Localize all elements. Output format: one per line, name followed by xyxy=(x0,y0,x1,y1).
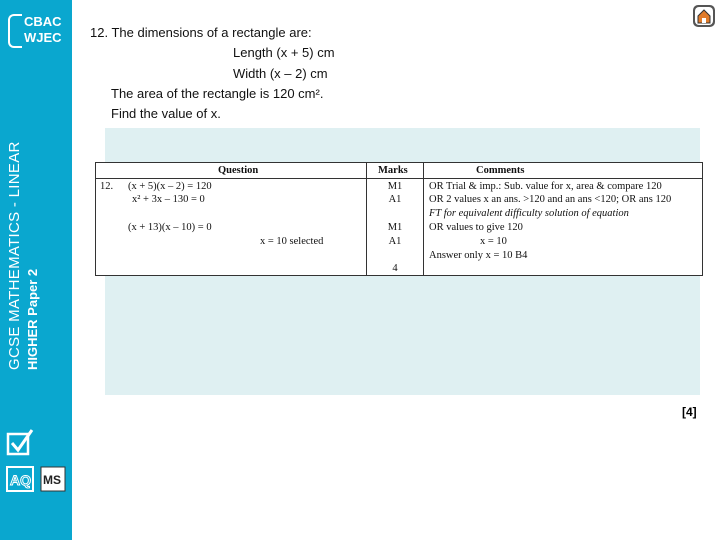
question-heading: 12. The dimensions of a rectangle are: xyxy=(90,25,312,40)
subject-title: GCSE MATHEMATICS - LINEAR xyxy=(6,141,23,370)
logo-line-2: WJEC xyxy=(24,30,62,45)
header-comments: Comments xyxy=(476,165,525,176)
ms-icon[interactable] xyxy=(40,466,66,492)
working-line: (x + 13)(x – 10) = 0 xyxy=(128,222,212,233)
header-marks: Marks xyxy=(378,165,408,176)
mark-value: A1 xyxy=(388,194,402,205)
comment-line: Answer only x = 10 B4 xyxy=(429,250,528,261)
logo-line-1: CBAC xyxy=(24,14,62,29)
width-line: Width (x – 2) cm xyxy=(233,66,328,81)
sidebar xyxy=(0,0,72,540)
comment-line: FT for equivalent difficulty solution of equation xyxy=(429,208,629,219)
instruction-line: Find the value of x. xyxy=(111,106,221,121)
mark-value: M1 xyxy=(387,222,403,233)
comment-line: OR values to give 120 xyxy=(429,222,523,233)
mark-value: M1 xyxy=(387,181,403,192)
paper-title: HIGHER Paper 2 xyxy=(25,268,40,370)
mark-total: 4 xyxy=(392,263,398,274)
working-line: x² + 3x – 130 = 0 xyxy=(132,194,205,205)
svg-text:AQ: AQ xyxy=(10,472,31,488)
area-line: The area of the rectangle is 120 cm². xyxy=(111,86,324,101)
home-icon[interactable] xyxy=(692,4,716,28)
svg-text:MS: MS xyxy=(43,473,61,487)
cbac-wjec-logo xyxy=(8,10,62,52)
total-marks: [4] xyxy=(682,405,697,419)
header-question: Question xyxy=(218,165,259,176)
checkbox-icon[interactable] xyxy=(6,428,34,456)
mark-scheme-table xyxy=(95,162,703,276)
vertical-title xyxy=(6,141,40,370)
length-line: Length (x + 5) cm xyxy=(233,45,335,60)
comment-line: x = 10 xyxy=(480,236,507,247)
comment-line: OR 2 values x an ans. >120 and an ans <120; OR ans 120 xyxy=(429,194,672,205)
comment-line: OR Trial & imp.: Sub. value for x, area & compare 120 xyxy=(429,181,662,192)
working-line: x = 10 selected xyxy=(260,236,324,247)
aq-icon[interactable] xyxy=(6,466,34,492)
question-number: 12. xyxy=(100,181,114,192)
working-line: (x + 5)(x – 2) = 120 xyxy=(128,181,212,192)
mark-value: A1 xyxy=(388,236,402,247)
